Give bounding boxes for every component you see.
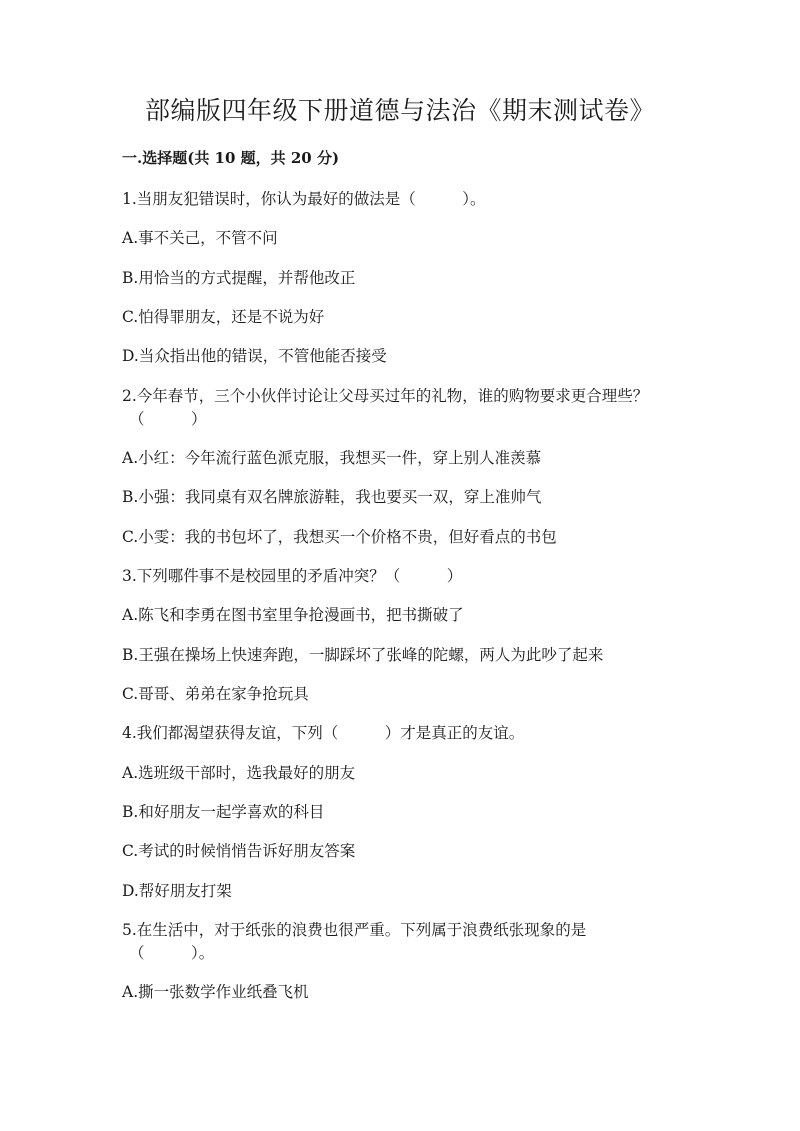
- question-3: 3.下列哪件事不是校园里的矛盾冲突？（ ）: [122, 567, 463, 585]
- section-heading: 一.选择题(共 10 题，共 20 分): [122, 149, 340, 167]
- q2-option-b: B.小强：我同桌有双名牌旅游鞋，我也要买一双，穿上准帅气: [122, 488, 542, 506]
- q1-option-d: D.当众指出他的错误，不管他能否接受: [122, 347, 387, 365]
- q1-option-b: B.用恰当的方式提醒，并帮他改正: [122, 269, 356, 287]
- q4-option-b: B.和好朋友一起学喜欢的科目: [122, 803, 325, 821]
- q2-option-a: A.小红：今年流行蓝色派克服，我想买一件，穿上别人准羡慕: [122, 449, 542, 467]
- question-5: 5.在生活中，对于纸张的浪费也很严重。下列属于浪费纸张现象的是: [122, 921, 587, 939]
- question-4: 4.我们都渴望获得友谊，下列（ ）才是真正的友谊。: [122, 724, 525, 742]
- q5-option-a: A.撕一张数学作业纸叠飞机: [122, 983, 309, 1001]
- question-5-blank: （ ）。: [129, 944, 215, 962]
- question-2: 2.今年春节，三个小伙伴讨论让父母买过年的礼物，谁的购物要求更合理些？: [122, 387, 649, 405]
- question-1: 1.当朋友犯错误时，你认为最好的做法是（ ）。: [122, 190, 486, 208]
- q1-option-c: C.怕得罪朋友，还是不说为好: [122, 308, 325, 326]
- q1-option-a: A.事不关己，不管不问: [122, 229, 278, 247]
- q3-option-b: B.王强在操场上快速奔跑，一脚踩坏了张峰的陀螺，两人为此吵了起来: [122, 646, 604, 664]
- q3-option-c: C.哥哥、弟弟在家争抢玩具: [122, 685, 309, 703]
- q4-option-a: A.选班级干部时，选我最好的朋友: [122, 764, 356, 782]
- q4-option-d: D.帮好朋友打架: [122, 882, 232, 900]
- q2-option-c: C.小雯：我的书包坏了，我想买一个价格不贵，但好看点的书包: [122, 528, 557, 546]
- page-title: 部编版四年级下册道德与法治《期末测试卷》: [144, 96, 655, 125]
- q3-option-a: A.陈飞和李勇在图书室里争抢漫画书，把书撕破了: [122, 606, 464, 624]
- question-2-blank: （ ）: [129, 410, 207, 428]
- q4-option-c: C.考试的时候悄悄告诉好朋友答案: [122, 842, 356, 860]
